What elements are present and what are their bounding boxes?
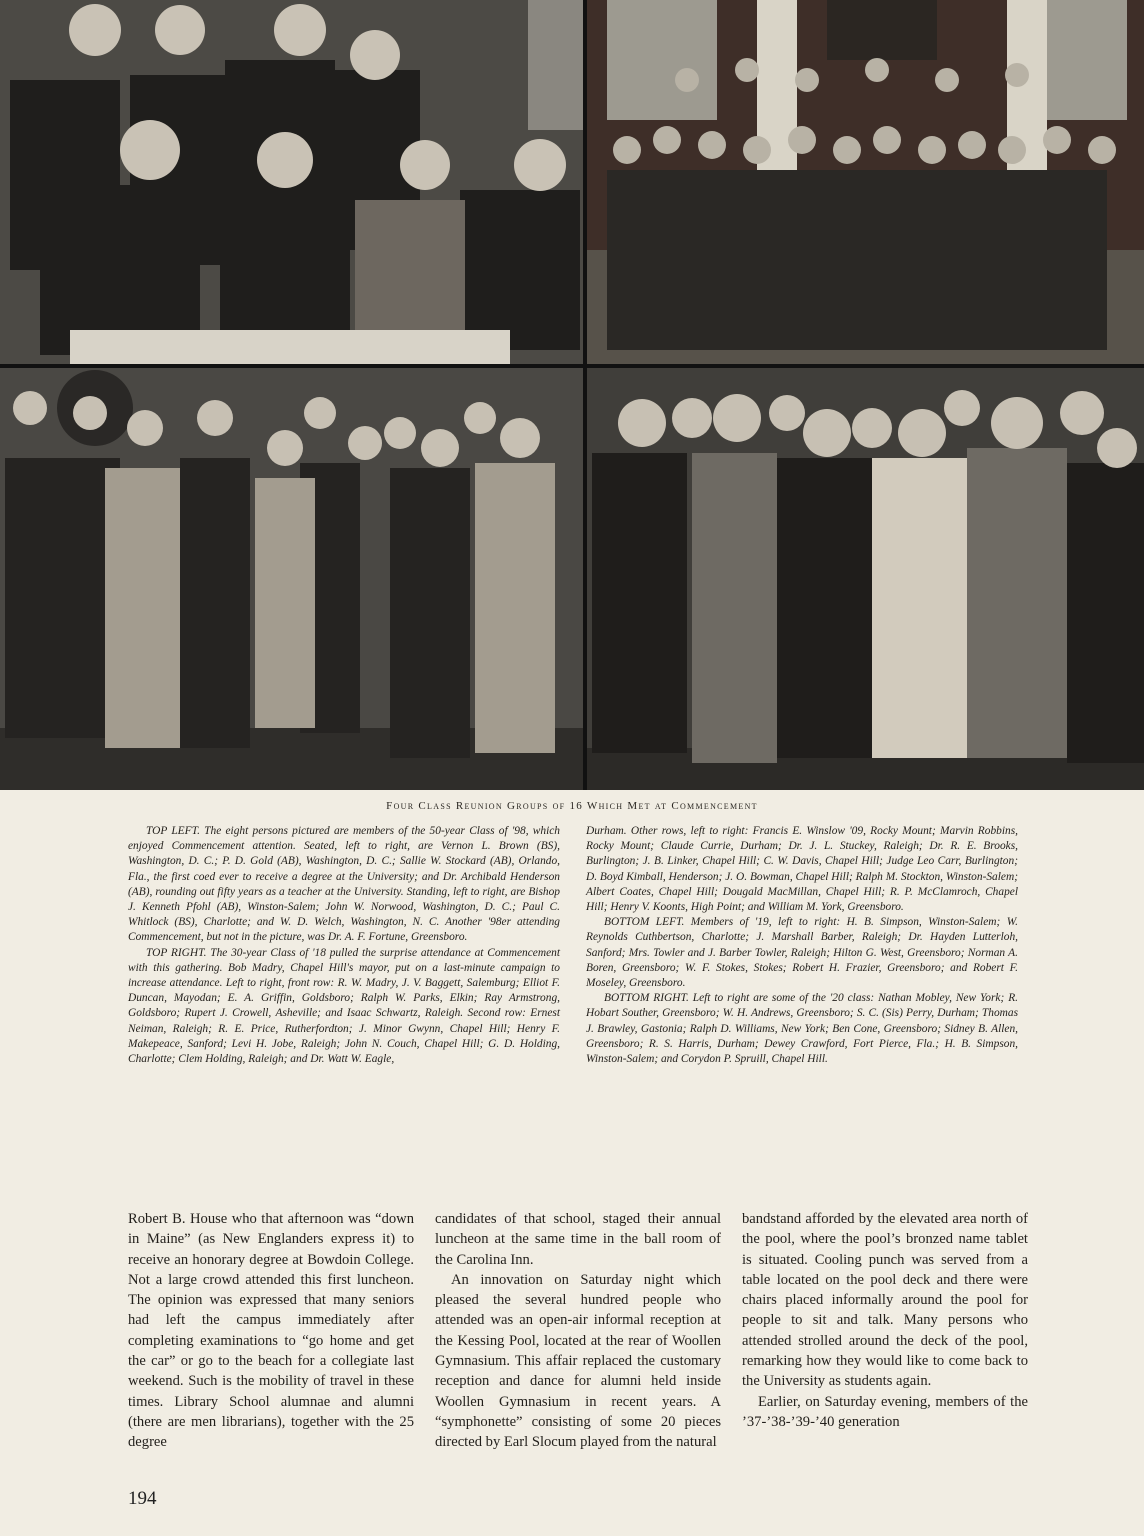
article-column-2 <box>435 1209 721 1453</box>
caption-columns <box>128 824 1018 1067</box>
page-number: 194 <box>128 1488 157 1509</box>
caption-title: Four Class Reunion Groups of 16 Which Met at Commencement <box>386 800 758 812</box>
photo-bottom-right-image <box>587 368 1144 790</box>
photo-bottom-left-image <box>0 368 583 790</box>
article-column-3 <box>742 1209 1028 1453</box>
caption-bottom-right: BOTTOM RIGHT. Left to right are some of the '20 class: Nathan Mobley, New York; R. Hobart Souther, Greensboro; W. H. Andrews, Greensboro; S. C. (Sis) Perry, Durham; Thomas J. Brawley, Gastonia; Ralph D. Williams, New York; Ben Cone, Greensboro; Sidney B. Allen, Greensboro; R. S. Harris, Durham; Dewey Crawford, Fort Pierce, Fla.; H. B. Simpson, Winston-Salem; and Corydon P. Spruill, Chapel Hill. <box>586 992 1018 1066</box>
caption-column-right <box>586 824 1018 1067</box>
article-paragraph: Robert B. House who that afternoon was “down in Maine” (as New Englanders express it) to receive an honorary degree at Bowdoin College. Not a large crowd attended this first luncheon. The opinion was expressed that many seniors had left the campus immediately after completing examinations to “go home and get the car” or go to the beach for a collegiate last weekend. Such is the mobility of travel in these times. Library School alumnae and alumni (there are men librarians), together with the 25 degree <box>128 1211 414 1451</box>
caption-bottom-left: BOTTOM LEFT. Members of '19, left to right: H. B. Simpson, Winston-Salem; W. Reynolds Cuthbertson, Charlotte; J. Marshall Barber, Raleigh; Dr. Hayden Lutterloh, Sanford; Mrs. Towler and J. Barber Towler, Raleigh; Hilton G. West, Greensboro; Norman A. Boren, Greensboro; W. F. Stokes, Stokes; Robert H. Frazier, Greensboro; and Robert F. Moseley, Greensboro. <box>586 916 1018 990</box>
article-paragraph: bandstand afforded by the elevated area north of the pool, where the pool’s bronzed name tablet is situated. Cooling punch was served from a table located on the pool deck and there were chairs placed informally around the pool for people to sit and talk. Many persons who attended strolled around the deck of the pool, remarking how they would like to come back to the University as students again. <box>742 1211 1028 1390</box>
article-paragraph: An innovation on Saturday night which pleased the several hundred people who attended was an open-air informal reception at the Kessing Pool, located at the rear of Woollen Gymnasium. This affair replaced the customary reception and dance for alumni held inside Woollen Gymnasium in recent years. A “symphonette” consisting of some 20 pieces directed by Earl Slocum played from the natural <box>435 1271 721 1451</box>
caption-top-right-continued: Durham. Other rows, left to right: Francis E. Winslow '09, Rocky Mount; Marvin Robbins, Rocky Mount; Claude Currie, Durham; Dr. J. L. Stuckey, Raleigh; Dr. R. E. Brooks, Burlington; J. B. Linker, Chapel Hill; C. W. Davis, Chapel Hill; Judge Leo Carr, Burlington; D. Boyd Kimball, Henderson; J. O. Bowman, Chapel Hill; Ralph M. Stockton, Winston-Salem; Albert Coates, Chapel Hill; Dougald MacMillan, Chapel Hill; R. P. McClamroch, Chapel Hill; Henry V. Koonts, High Point; and William M. York, Greensboro. <box>586 825 1018 914</box>
article-column-1 <box>128 1209 414 1453</box>
photo-top-right <box>587 0 1144 364</box>
caption-column-left <box>128 824 560 1067</box>
photo-bottom-left <box>0 368 583 790</box>
caption-top-left: TOP LEFT. The eight persons pictured are members of the 50-year Class of '98, which enjoyed Commencement attention. Seated, left to right, are Vernon L. Brown (BS), Washington, D. C.; P. D. Gold (AB), Washington, D. C.; Sallie W. Stockard (AB), Orlando, Fla., the first coed ever to receive a degree at the University; and Dr. Archibald Henderson (AB), rounding out fifty years as a teacher at the University. Standing, left to right, are Bishop J. Kenneth Pfohl (AB), Winston-Salem; John W. Norwood, Washington, D. C.; Paul C. Whitlock (BS), Charlotte; and W. D. Welch, Washington, N. C. Another '98er attending Commencement, but not in the picture, was Dr. A. F. Fortune, Greensboro. <box>128 825 560 944</box>
caption-top-right: TOP RIGHT. The 30-year Class of '18 pulled the surprise attendance at Commencement with this gathering. Bob Madry, Chapel Hill's mayor, put on a last-minute campaign to increase attendance. Left to right, front row: R. W. Madry, J. V. Baggett, Salemburg; Elliot F. Duncan, Mayodan; E. A. Griffin, Goldsboro; Ralph W. Parks, Elkin; Ray Armstrong, Goldsboro; Rupert J. Crowell, Asheville; and Isaac Schwartz, Raleigh. Second row: Ernest Neiman, Raleigh; R. E. Price, Rutherfordton; J. Minor Gwynn, Chapel Hill; Henry F. Makepeace, Sanford; Levi H. Jobe, Raleigh; John N. Couch, Chapel Hill; G. D. Holding, Charlotte; Clem Holding, Raleigh; and Dr. Watt W. Eagle, <box>128 946 560 1066</box>
photo-top-right-image <box>587 0 1144 364</box>
article-paragraph: Earlier, on Saturday evening, members of the ’37-’38-’39-’40 generation <box>742 1393 1028 1430</box>
photo-bottom-right <box>587 368 1144 790</box>
photo-top-left <box>0 0 583 364</box>
article-paragraph: candidates of that school, staged their annual luncheon at the same time in the ball room of the Carolina Inn. <box>435 1211 721 1268</box>
photo-top-left-image <box>0 0 583 364</box>
article-body <box>128 1209 1028 1453</box>
